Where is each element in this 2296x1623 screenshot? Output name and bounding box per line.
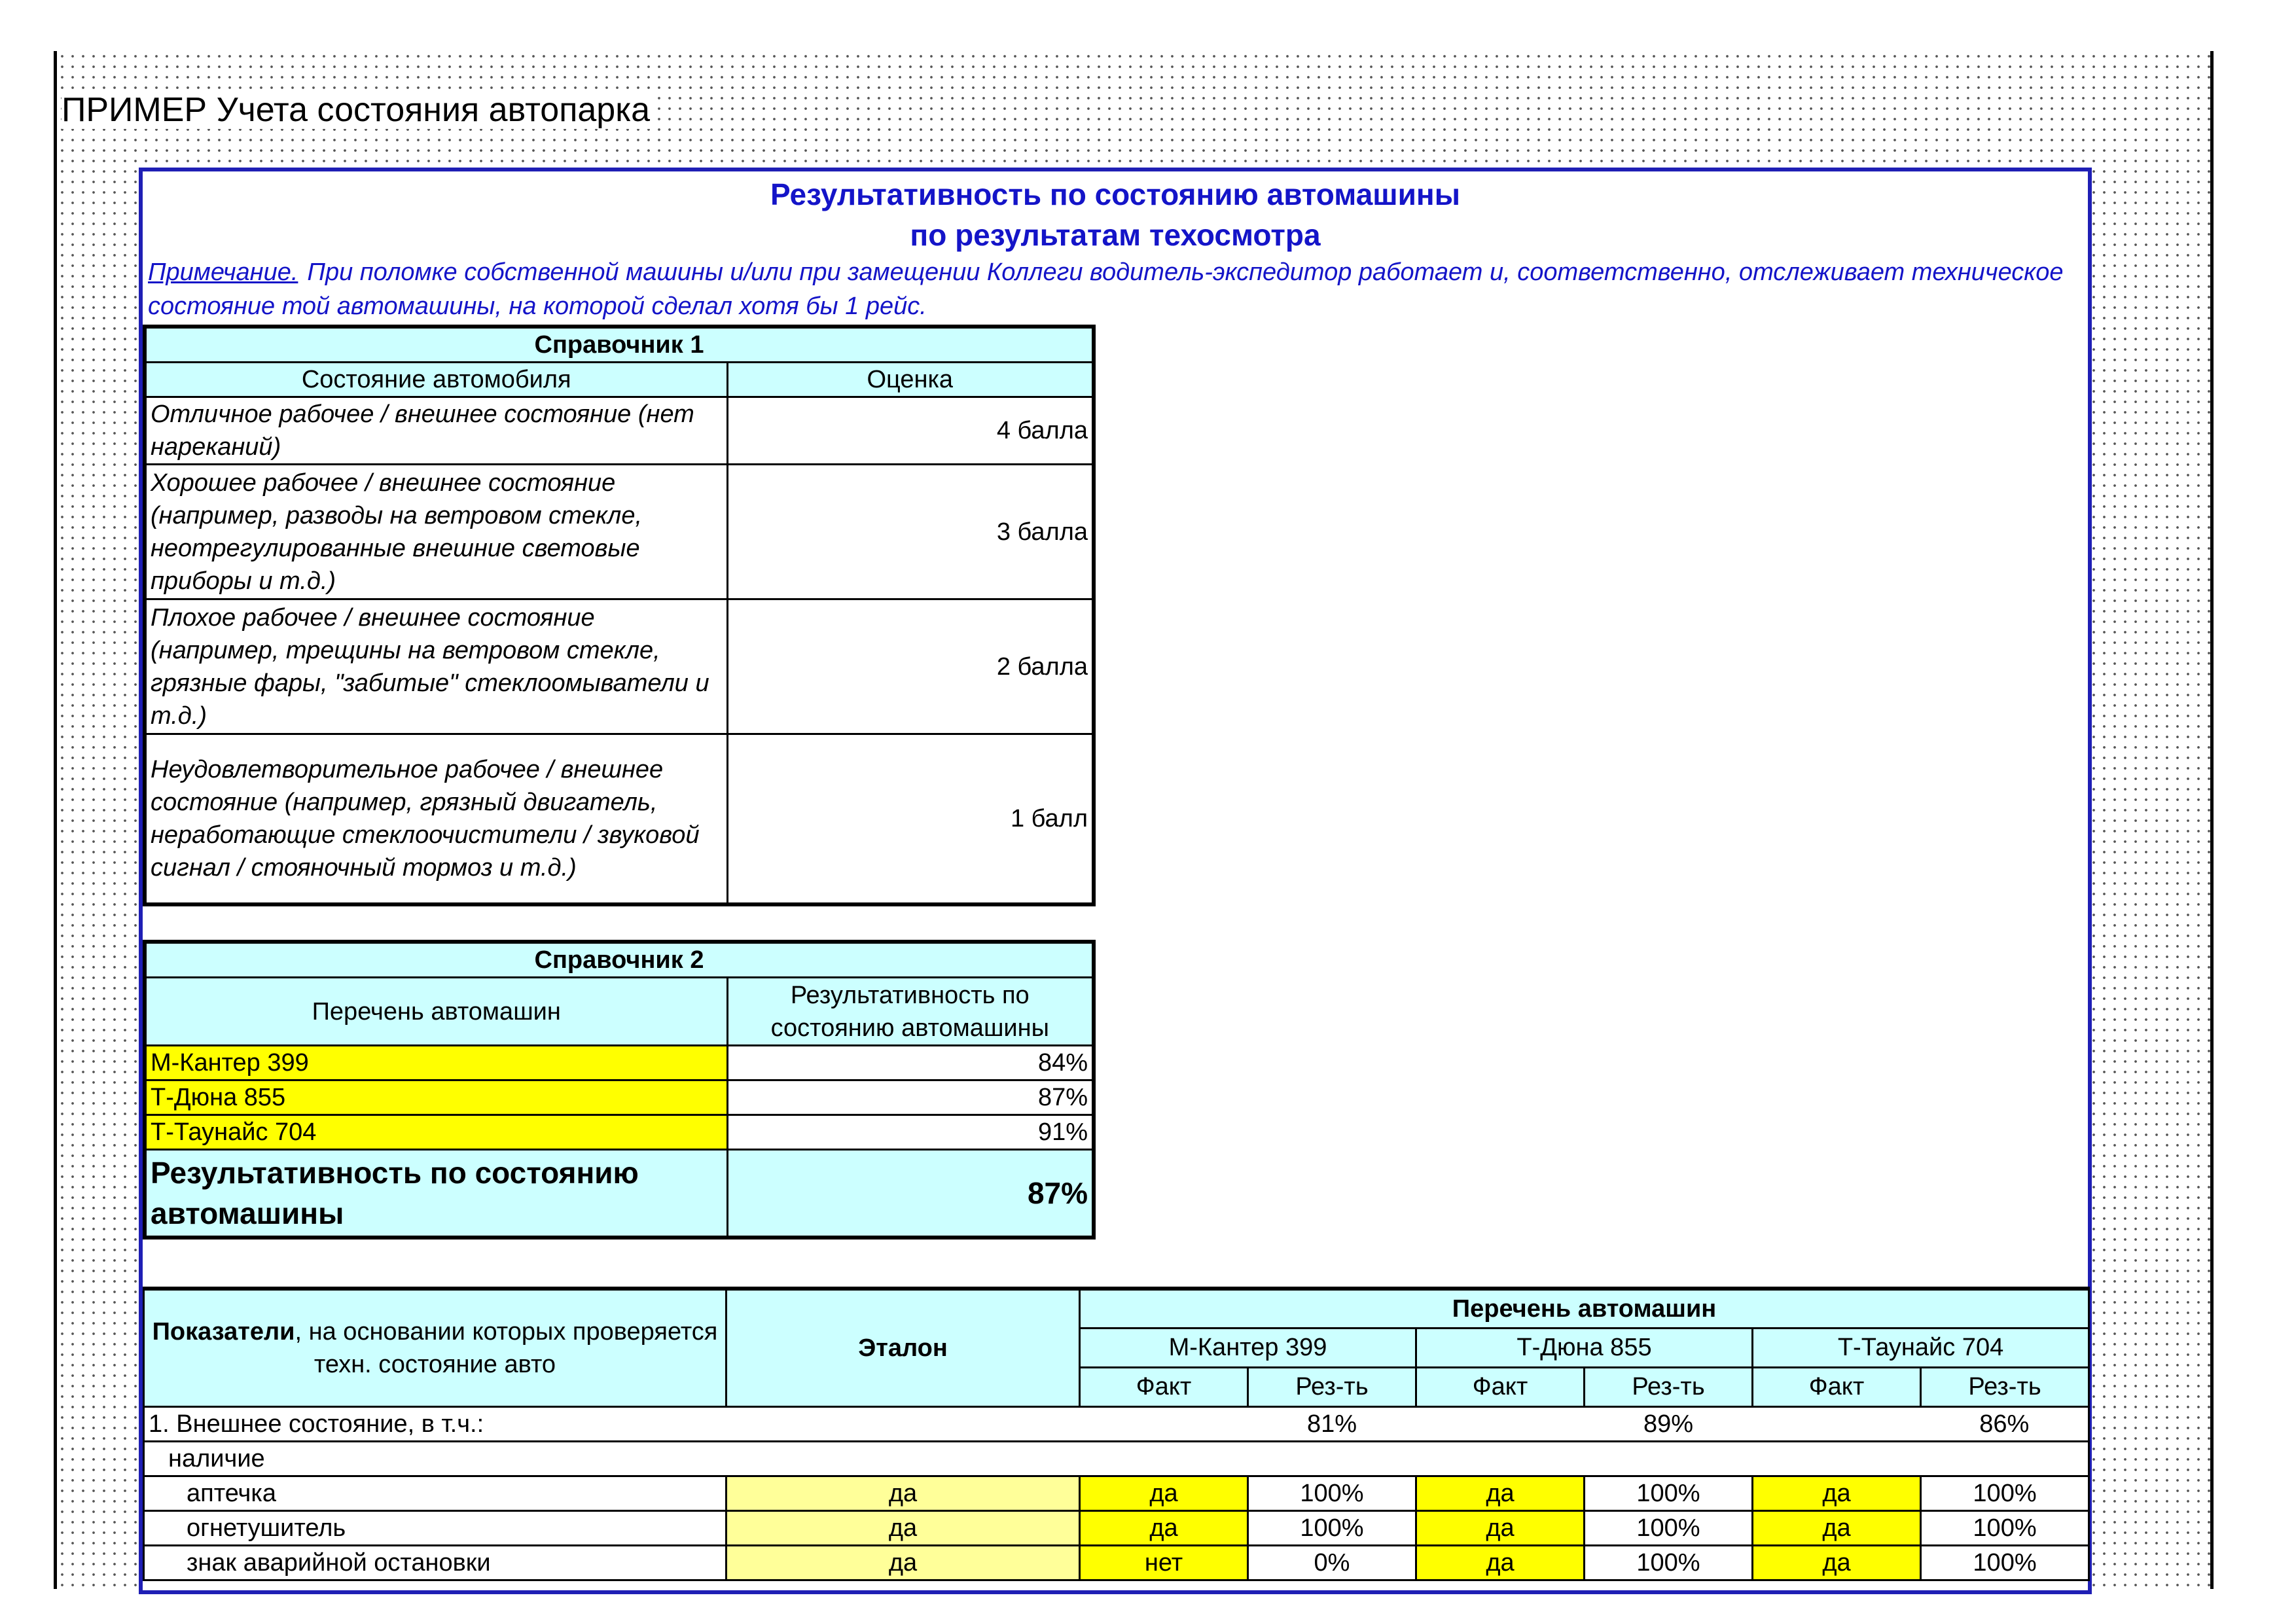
indicators-header: Показатели, на основании которых проверяется техн. состояние авто <box>144 1289 726 1406</box>
section-1-label: 1. Внешнее состояние, в т.ч.: <box>144 1406 1248 1441</box>
fact-value: да <box>1416 1476 1585 1510</box>
ref1-state-2: Хорошее рабочее / внешнее состояние (например, разводы на ветровом стекле, неотрегулированные внешние световые приборы и т.д.) <box>145 465 727 599</box>
fact-value: да <box>1416 1510 1585 1545</box>
result-value: 100% <box>1248 1510 1416 1545</box>
fact-header: Факт <box>1416 1367 1585 1406</box>
section-1-result-2: 89% <box>1585 1406 1753 1441</box>
ref1-score-3: 2 балла <box>727 599 1094 734</box>
ref2-car-3: Т-Таунайс 704 <box>145 1115 727 1150</box>
fact-value: да <box>1753 1545 1921 1580</box>
ref2-col-result: Результативность по состоянию автомашины <box>727 978 1094 1046</box>
result-header: Рез-ть <box>1921 1367 2089 1406</box>
result-value: 100% <box>1585 1545 1753 1580</box>
table-cell <box>1416 1406 1585 1441</box>
etalon-value: да <box>726 1510 1080 1545</box>
section-1-result-1: 81% <box>1248 1406 1416 1441</box>
indicator-name: аптечка <box>144 1476 726 1510</box>
ref1-score-2: 3 балла <box>727 465 1094 599</box>
etalon-value: да <box>726 1545 1080 1580</box>
etalon-value: да <box>726 1476 1080 1510</box>
ref2-col-list: Перечень автомашин <box>145 978 727 1046</box>
fact-value: да <box>1753 1476 1921 1510</box>
result-value: 0% <box>1248 1545 1416 1580</box>
ref2-value-1: 84% <box>727 1046 1094 1080</box>
car-header-1: М-Кантер 399 <box>1080 1328 1416 1367</box>
fact-header: Факт <box>1753 1367 1921 1406</box>
panel-title-line1: Результативность по состоянию автомашины <box>770 177 1460 211</box>
result-header: Рез-ть <box>1585 1367 1753 1406</box>
result-value: 100% <box>1921 1476 2089 1510</box>
reference-table-1 <box>143 325 1096 906</box>
ref1-col-score: Оценка <box>727 363 1094 397</box>
fact-value: да <box>1080 1510 1248 1545</box>
section-1-result-3: 86% <box>1921 1406 2089 1441</box>
ref1-state-1: Отличное рабочее / внешнее состояние (нет нареканий) <box>145 397 727 465</box>
fact-header: Факт <box>1080 1367 1248 1406</box>
ref2-value-3: 91% <box>727 1115 1094 1150</box>
car-header-3: Т-Таунайс 704 <box>1753 1328 2089 1367</box>
ref2-total-label: Результативность по состоянию автомашины <box>145 1150 727 1238</box>
result-value: 100% <box>1585 1510 1753 1545</box>
page-title: ПРИМЕР Учета состояния автопарка <box>62 91 651 129</box>
note <box>148 255 2089 323</box>
ref1-score-4: 1 балл <box>727 734 1094 904</box>
table-row <box>144 1545 2089 1580</box>
report-panel <box>139 168 2092 1594</box>
etalon-header: Эталон <box>726 1289 1080 1406</box>
fact-value: да <box>1416 1545 1585 1580</box>
result-header: Рез-ть <box>1248 1367 1416 1406</box>
ref1-col-state: Состояние автомобиля <box>145 363 727 397</box>
result-value: 100% <box>1248 1476 1416 1510</box>
table-row <box>144 1510 2089 1545</box>
fact-value: нет <box>1080 1545 1248 1580</box>
fact-value: да <box>1080 1476 1248 1510</box>
fact-value: да <box>1753 1510 1921 1545</box>
indicator-name: огнетушитель <box>144 1510 726 1545</box>
inspection-table <box>143 1287 2090 1581</box>
ref1-state-4: Неудовлетворительное рабочее / внешнее состояние (например, грязный двигатель, неработающие стеклоочистители / звуковой сигнал / стояночный тормоз и т.д.) <box>145 734 727 904</box>
result-value: 100% <box>1585 1476 1753 1510</box>
subheader-presence: наличие <box>144 1441 2089 1476</box>
car-header-2: Т-Дюна 855 <box>1416 1328 1753 1367</box>
result-value: 100% <box>1921 1510 2089 1545</box>
reference-table-2 <box>143 940 1096 1240</box>
note-text: При поломке собственной машины и/или при замещении Коллеги водитель-экспедитор работает и, соответственно, отслеживает техническое состояние той автомашины, на которой сделал хотя бы 1 рейс. <box>148 259 2064 320</box>
table-cell <box>1753 1406 1921 1441</box>
cars-header: Перечень автомашин <box>1080 1289 2089 1328</box>
ref2-total-value: 87% <box>727 1150 1094 1238</box>
ref1-state-3: Плохое рабочее / внешнее состояние (например, трещины на ветровом стекле, грязные фары, "забитые" стеклоомыватели и т.д.) <box>145 599 727 734</box>
table-row <box>144 1476 2089 1510</box>
ref2-car-2: Т-Дюна 855 <box>145 1080 727 1115</box>
ref2-title: Справочник 2 <box>145 942 1094 978</box>
indicator-name: знак аварийной остановки <box>144 1545 726 1580</box>
ref1-title: Справочник 1 <box>145 327 1094 363</box>
result-value: 100% <box>1921 1545 2089 1580</box>
ref2-value-2: 87% <box>727 1080 1094 1115</box>
panel-title-line2: по результатам техосмотра <box>910 218 1321 252</box>
ref2-car-1: М-Кантер 399 <box>145 1046 727 1080</box>
note-label: Примечание. <box>148 259 298 286</box>
ref1-score-1: 4 балла <box>727 397 1094 465</box>
